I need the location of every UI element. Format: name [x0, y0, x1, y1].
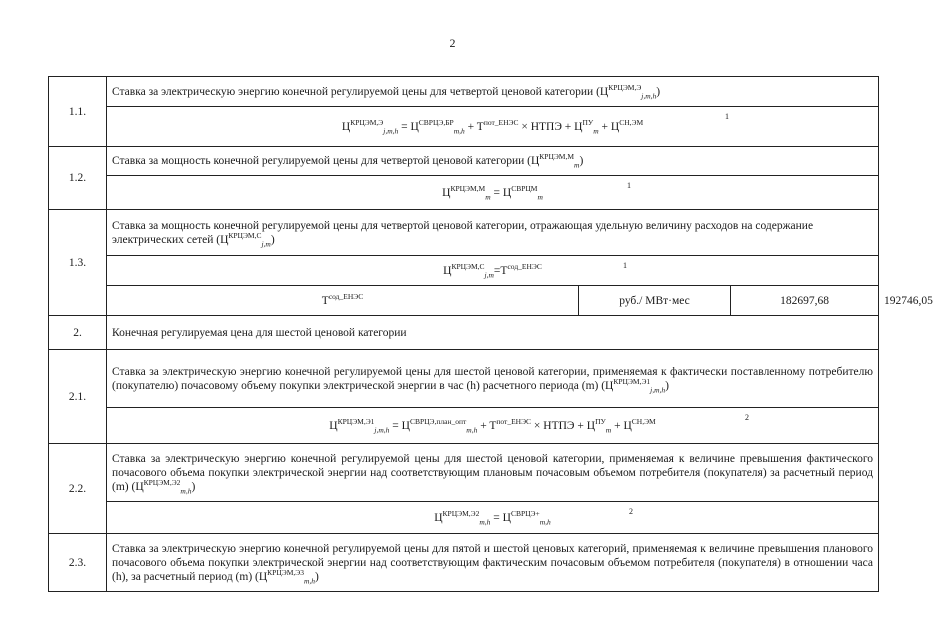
row-number: 2.2.	[49, 444, 107, 534]
row-number: 1.3.	[49, 210, 107, 316]
page-number: 2	[449, 36, 456, 50]
value-symbol: $T^{сод\_ЕНЭС}$	[107, 286, 579, 316]
rates-table	[48, 76, 933, 592]
row-description: Ставка за электрическую энергию конечной регулируемой цены для пятой и шестой ценовых категорий, применяемая к величине превышения планового почасового объема покупки электрической энергии над соответствующим фактическим почасовым объемом потребителя (покупателя) в отношении часа (h), за расчетный период (m) $(Ц^{КРЦЭМ,Э3}_{m,h})$	[107, 534, 879, 592]
value-unit: руб./ МВт·мес	[579, 286, 731, 316]
footnote-marker: 2	[629, 507, 633, 516]
row-description: Конечная регулируемая цена для шестой ценовой категории	[107, 316, 879, 350]
row-2-2-formula	[49, 502, 879, 534]
row-2-2	[49, 444, 879, 502]
row-number: 1.2.	[49, 147, 107, 210]
row-1-1	[49, 77, 879, 107]
row-2	[49, 316, 879, 350]
row-description: Ставка за электрическую энергию конечной регулируемой цены для шестой ценовой категории, применяемая к фактически поставленному потребителю (покупателю) почасовому объему покупки электрической энергии в час (h) расчетного периода (m) $(Ц^{КРЦЭМ,Э1}_{j,m,h})$	[107, 350, 879, 408]
footnote-marker: 1	[623, 261, 627, 270]
row-number: 2.1.	[49, 350, 107, 444]
row-description: Ставка за электрическую энергию конечной регулируемой цены для шестой ценовой категории, применяемая к величине превышения фактического почасового объема покупки электрической энергии над соответствующим плановым почасовым объемом потребителя (покупателя) за расчетный период (m) $(Ц^{КРЦЭМ,Э2}_{m,h})$	[107, 444, 879, 502]
row-description: Ставка за мощность конечной регулируемой цены для четвертой ценовой категории $(Ц^{КРЦЭМ,М}_m)$	[107, 147, 879, 176]
row-1-3-values: $T^{сод\_ЕНЭС}$ руб./ МВт·мес 182697,68 192746,05	[49, 286, 879, 316]
row-1-1-formula	[49, 107, 879, 147]
formula: $Ц^{КРЦЭМ,М}_m = Ц^{СВРЦМ}_m$ 1	[107, 176, 879, 210]
formula: $Ц^{КРЦЭМ,Э}_{j,m,h} = Ц^{СВРЦЭ,БР}_{m,h} + T^{пот\_ЕНЭС}$ × НТПЭ + $Ц^{ПУ}_m + Ц^{СН,ЭМ}$ 1	[107, 107, 879, 147]
row-number: 1.1.	[49, 77, 107, 147]
row-1-2-formula	[49, 176, 879, 210]
formula: $Ц^{КРЦЭМ,Э1}_{j,m,h} = Ц^{СВРЦЭ,план\_опт}_{m,h} + T^{пот\_ЕНЭС}$ × НТПЭ + $Ц^{ПУ}_m + Ц^{СН,ЭМ}$ 2	[107, 408, 879, 444]
row-1-2	[49, 147, 879, 176]
row-1-3	[49, 210, 879, 256]
formula: $Ц^{КРЦЭМ,Э2}_{m,h} = Ц^{СВРЦЭ+}_{m,h}$ 2	[107, 502, 879, 534]
footnote-marker: 1	[627, 181, 631, 190]
row-description: Ставка за мощность конечной регулируемой цены для четвертой ценовой категории, отражающая удельную величину расходов на содержание электрических сетей $(Ц^{КРЦЭМ,С}_{j,m})$	[107, 210, 879, 256]
row-number: 2.3.	[49, 534, 107, 592]
row-1-3-formula	[49, 256, 879, 286]
row-description: Ставка за электрическую энергию конечной регулируемой цены для четвертой ценовой категории $(Ц^{КРЦЭМ,Э}_{j,m,h})$	[107, 77, 879, 107]
row-2-1	[49, 350, 879, 408]
value-period-1: 182697,68	[731, 286, 879, 316]
row-2-3	[49, 534, 879, 592]
row-number: 2.	[49, 316, 107, 350]
footnote-marker: 1	[725, 112, 729, 121]
row-2-1-formula	[49, 408, 879, 444]
formula: $Ц^{КРЦЭМ,С}_{j,m}=T^{сод\_ЕНЭС}$ 1	[107, 256, 879, 286]
footnote-marker: 2	[745, 413, 749, 422]
